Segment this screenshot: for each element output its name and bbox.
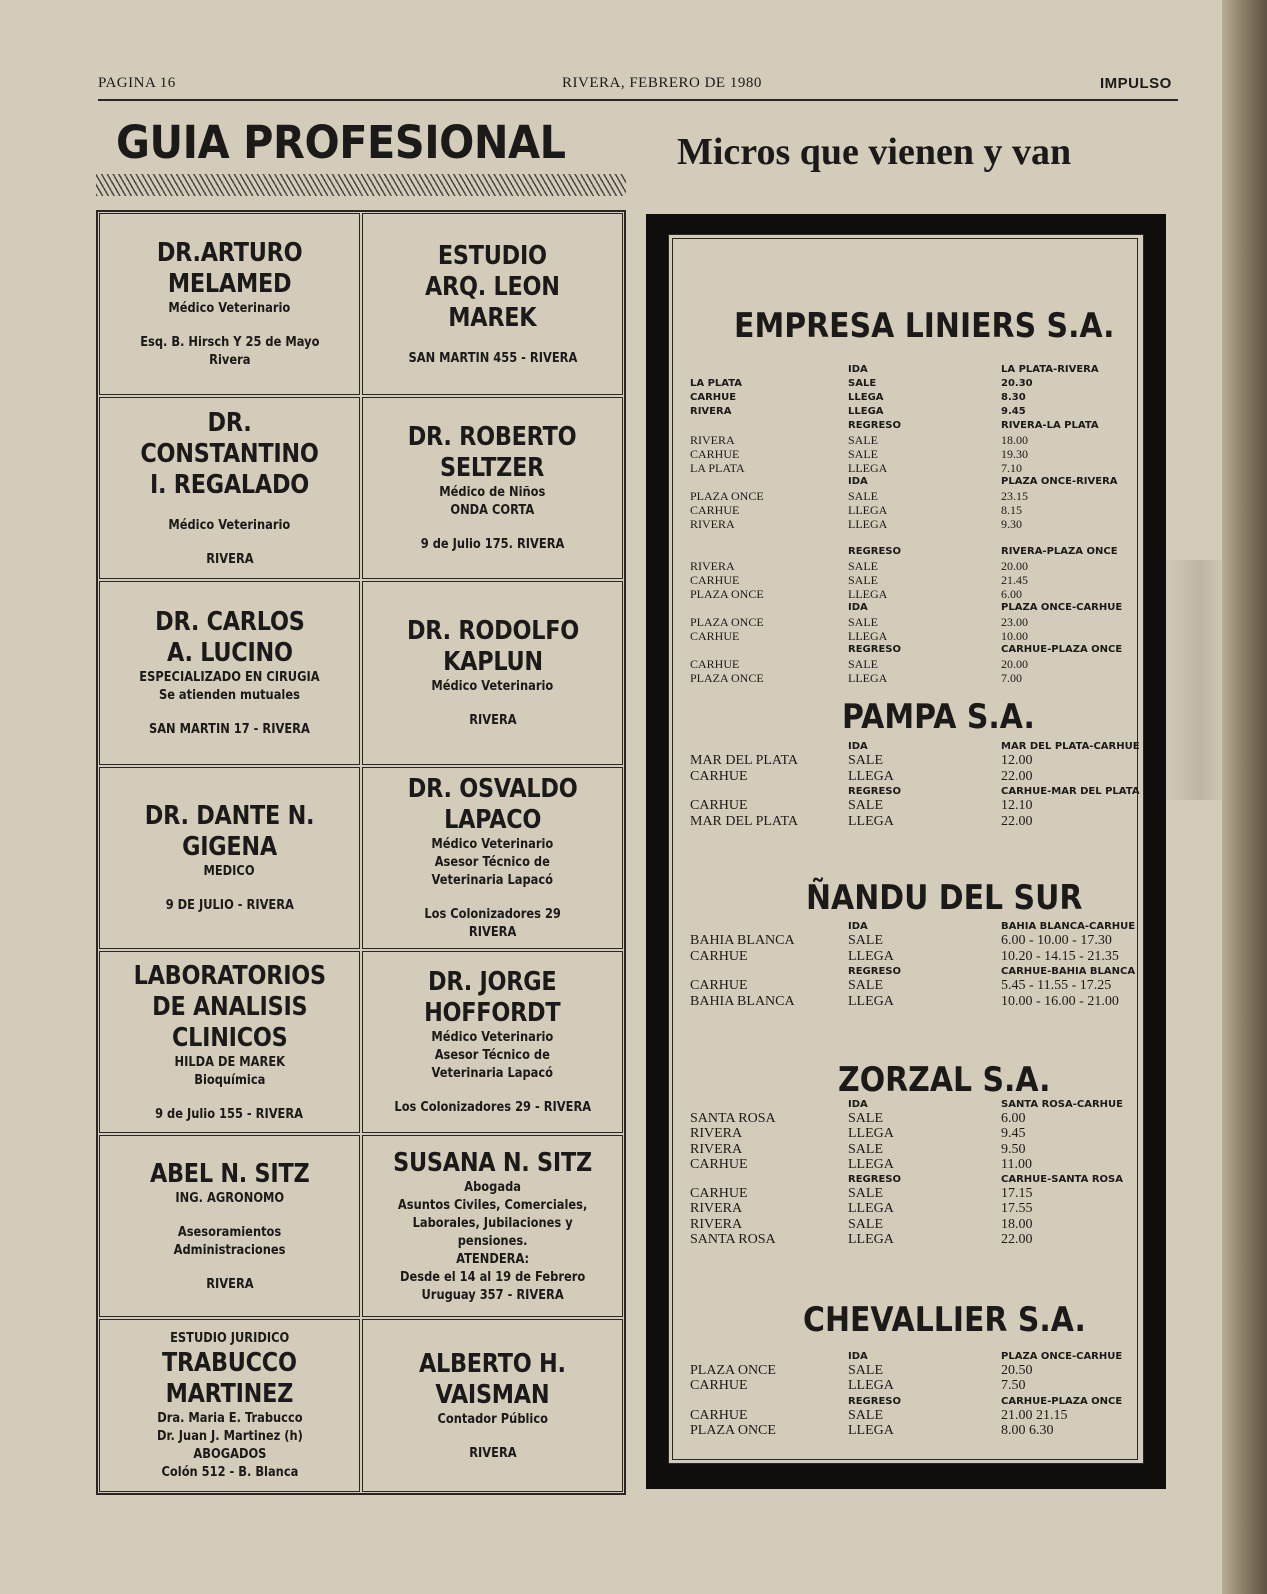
stop-name: CARHUE <box>690 657 740 671</box>
stop-time: LA PLATA-RIVERA <box>1001 364 1099 375</box>
card-detail: Médico de Niños ONDA CORTA <box>439 485 546 518</box>
schedule-table <box>690 363 1140 685</box>
card-detail: SAN MARTIN 17 - RIVERA <box>149 722 310 737</box>
card-name: ESTUDIO ARQ. LEON MAREK <box>425 240 560 333</box>
stop-action: LLEGA <box>848 813 894 829</box>
stop-time: CARHUE-PLAZA ONCE <box>1001 644 1123 655</box>
card-detail: Médico Veterinario <box>168 517 291 533</box>
stop-name: MAR DEL PLATA <box>690 753 799 768</box>
schedule-row <box>690 1364 1140 1379</box>
stop-time: 21.00 21.15 <box>1001 1407 1068 1423</box>
schedule-row <box>690 643 1140 657</box>
card-detail: Los Colonizadores 29 RIVERA <box>424 907 561 940</box>
stop-name: PLAZA ONCE <box>690 1422 776 1438</box>
stop-action: LLEGA <box>848 517 888 531</box>
stop-time: BAHIA BLANCA-CARHUE <box>1001 921 1136 932</box>
directory-card <box>362 1319 623 1492</box>
stop-name: CARHUE <box>690 503 740 517</box>
directory-card <box>362 213 623 395</box>
stop-name: CARHUE <box>690 798 748 813</box>
stop-time: CARHUE-SANTA ROSA <box>1001 1174 1123 1186</box>
stop-time: 22.00 <box>1001 1232 1033 1248</box>
card-detail: 9 de Julio 175. RIVERA <box>420 537 565 552</box>
card-name: DR. OSVALDO LAPACO <box>407 774 578 835</box>
card-detail: Abogada Asuntos Civiles, Comerciales, Laborales, Jubilaciones y pensiones. ATENDERA: Desde el 14 al 19 de Febrero Uruguay 357 - RIVERA <box>397 1179 588 1303</box>
stop-time: 8.15 <box>1001 503 1022 517</box>
stop-action: IDA <box>848 1099 868 1110</box>
stop-action: REGRESO <box>848 1174 901 1186</box>
card-detail: Asesoramientos Administraciones <box>173 1224 286 1258</box>
stop-action: IDA <box>848 364 868 375</box>
stop-time: RIVERA-LA PLATA <box>1001 420 1099 431</box>
schedule-row <box>690 489 1140 503</box>
stop-action: LLEGA <box>848 1422 894 1438</box>
card-detail: ESPECIALIZADO EN CIRUGIA Se atienden mutuales <box>139 670 320 703</box>
stop-name: RIVERA <box>690 433 735 447</box>
stop-action: LLEGA <box>848 1156 894 1172</box>
schedule-table <box>690 740 1140 830</box>
schedule-row <box>690 377 1140 391</box>
stop-time: 17.15 <box>1001 1186 1033 1202</box>
schedule-row <box>690 1127 1140 1142</box>
schedule-row <box>690 1098 1140 1112</box>
page-fold-shadow <box>1160 560 1230 800</box>
stop-time: 20.00 <box>1001 657 1028 671</box>
stop-action: SALE <box>848 1141 883 1157</box>
stop-name: PLAZA ONCE <box>690 489 764 503</box>
schedule-row <box>690 1143 1140 1158</box>
stop-time: 20.00 <box>1001 559 1028 573</box>
schedule-row <box>690 419 1140 433</box>
stop-name: RIVERA <box>690 1216 743 1232</box>
stop-action: LLEGA <box>848 671 888 685</box>
stop-time: CARHUE-BAHIA BLANCA <box>1001 966 1136 977</box>
stop-time: 18.00 <box>1001 433 1028 447</box>
stop-action: LLEGA <box>848 461 888 475</box>
card-detail: ING. AGRONOMO <box>175 1190 284 1206</box>
card-detail: Médico Veterinario Asesor Técnico de Veterinaria Lapacó <box>431 1030 554 1081</box>
stop-time: 20.30 <box>1001 378 1033 389</box>
schedule-row <box>690 1424 1140 1439</box>
directory-card <box>99 951 360 1133</box>
stop-time: 6.00 <box>1001 1111 1026 1126</box>
card-name: DR. RODOLFO KAPLUN <box>406 616 579 677</box>
stop-time: 9.45 <box>1001 1126 1026 1142</box>
schedule-row <box>690 475 1140 489</box>
directory-card <box>99 397 360 579</box>
schedule-row <box>690 573 1140 587</box>
stop-action: REGRESO <box>848 546 901 557</box>
stop-time: 22.00 <box>1001 813 1033 829</box>
directory-card <box>362 397 623 579</box>
schedule-row <box>690 503 1140 517</box>
stop-name: SANTA ROSA <box>690 1111 776 1126</box>
schedule-row <box>690 517 1140 531</box>
card-name: SUSANA N. SITZ <box>393 1147 592 1178</box>
schedule-row <box>690 601 1140 615</box>
card-detail: HILDA DE MAREK Bioquímica <box>174 1054 285 1088</box>
stop-action: SALE <box>848 798 883 813</box>
stop-action: REGRESO <box>848 786 901 797</box>
card-detail: 9 DE JULIO - RIVERA <box>165 898 294 913</box>
stop-name: RIVERA <box>690 406 732 417</box>
stop-action: SALE <box>848 615 878 629</box>
stop-action: SALE <box>848 1407 883 1423</box>
stop-action: SALE <box>848 1216 883 1232</box>
card-detail: RIVERA <box>205 1276 254 1292</box>
schedule-row <box>690 1158 1140 1173</box>
stop-action: SALE <box>848 573 878 587</box>
directory-card <box>362 767 623 949</box>
schedule-table <box>690 920 1140 1010</box>
page-edge <box>1222 0 1267 1594</box>
schedule-table <box>690 1350 1140 1439</box>
stop-time: 7.50 <box>1001 1378 1026 1394</box>
stop-action: SALE <box>848 1111 883 1126</box>
card-name: DR.ARTURO MELAMED <box>156 238 303 299</box>
bus-company-name: CHEVALLIER S.A. <box>803 1300 1086 1340</box>
bus-company-name: PAMPA S.A. <box>842 697 1035 737</box>
stop-name: CARHUE <box>690 768 748 784</box>
card-name: DR. DANTE N. GIGENA <box>144 801 315 862</box>
card-detail: Médico Veterinario <box>168 301 291 316</box>
card-detail: MEDICO <box>203 864 256 879</box>
schedule-row <box>690 950 1140 966</box>
card-detail: SAN MARTIN 455 - RIVERA <box>408 350 577 366</box>
stop-name: CARHUE <box>690 447 740 461</box>
stop-time: 19.30 <box>1001 447 1028 461</box>
stop-name: MAR DEL PLATA <box>690 813 799 829</box>
schedule-row <box>690 587 1140 601</box>
schedule-table <box>690 1098 1140 1248</box>
schedule-row <box>690 447 1140 461</box>
stop-time: RIVERA-PLAZA ONCE <box>1001 546 1118 557</box>
stop-name: PLAZA ONCE <box>690 587 764 601</box>
stop-name: RIVERA <box>690 1126 743 1142</box>
guia-profesional-title: GUIA PROFESIONAL <box>116 116 566 169</box>
schedule-row <box>690 671 1140 685</box>
schedule-row <box>690 979 1140 995</box>
stop-time: 10.00 <box>1001 629 1028 643</box>
schedule-row <box>690 405 1140 419</box>
directory-card <box>362 951 623 1133</box>
stop-action: LLEGA <box>848 948 894 964</box>
directory-card <box>99 1319 360 1492</box>
schedule-row <box>690 995 1140 1011</box>
stop-action: SALE <box>848 1186 883 1202</box>
stop-name: SANTA ROSA <box>690 1232 776 1248</box>
stop-name: RIVERA <box>690 559 735 573</box>
stop-action: LLEGA <box>848 503 888 517</box>
stop-name: CARHUE <box>690 1156 748 1172</box>
stop-time: 10.20 - 14.15 - 21.35 <box>1001 948 1119 964</box>
stop-action: LLEGA <box>848 1378 894 1394</box>
stop-action: IDA <box>848 602 868 613</box>
stop-action: IDA <box>848 921 868 932</box>
directory-card <box>99 1135 360 1317</box>
card-detail: RIVERA <box>205 551 254 567</box>
stop-time: 9.30 <box>1001 517 1022 531</box>
stop-action: SALE <box>848 753 883 768</box>
stop-time: 10.00 - 16.00 - 21.00 <box>1001 993 1119 1009</box>
schedule-row <box>690 1173 1140 1187</box>
page-number: PAGINA 16 <box>98 75 176 91</box>
stop-name: BAHIA BLANCA <box>690 933 795 948</box>
stop-time: 17.55 <box>1001 1201 1033 1217</box>
stop-action: REGRESO <box>848 420 901 431</box>
card-detail: Médico Veterinario Asesor Técnico de Veterinaria Lapacó <box>431 837 554 888</box>
bus-company-name: ÑANDU DEL SUR <box>806 878 1083 918</box>
schedule-row <box>690 799 1140 815</box>
schedule-row <box>690 363 1140 377</box>
schedule-row <box>690 1218 1140 1233</box>
stop-time: PLAZA ONCE-CARHUE <box>1001 1351 1123 1362</box>
bus-company-name: ZORZAL S.A. <box>838 1060 1051 1100</box>
stop-time: CARHUE-MAR DEL PLATA <box>1001 786 1140 797</box>
directory-card <box>362 1135 623 1317</box>
schedule-row <box>690 559 1140 573</box>
stop-action: SALE <box>848 1363 883 1378</box>
schedule-row <box>690 1409 1140 1424</box>
schedule-row <box>690 545 1140 559</box>
schedule-row <box>690 1379 1140 1394</box>
schedule-row <box>690 391 1140 405</box>
card-name: DR. JORGE HOFFORDT <box>424 967 561 1028</box>
stop-name: CARHUE <box>690 1407 748 1423</box>
stop-name: PLAZA ONCE <box>690 671 764 685</box>
stop-action: IDA <box>848 741 868 752</box>
stop-time: 8.00 6.30 <box>1001 1422 1054 1438</box>
stop-time: 9.45 <box>1001 406 1026 417</box>
schedule-row <box>690 920 1140 934</box>
dateline: RIVERA, FEBRERO DE 1980 <box>562 75 762 91</box>
stop-action: SALE <box>848 447 878 461</box>
stop-time: MAR DEL PLATA-CARHUE <box>1001 741 1140 752</box>
card-detail: Contador Público <box>437 1411 548 1427</box>
stop-time: 5.45 - 11.55 - 17.25 <box>1001 978 1112 993</box>
stop-name: CARHUE <box>690 392 737 403</box>
card-detail: 9 de Julio 155 - RIVERA <box>155 1106 304 1122</box>
schedule-row <box>690 1395 1140 1409</box>
stop-action: SALE <box>848 378 877 389</box>
stop-time: 7.00 <box>1001 671 1022 685</box>
card-name: LABORATORIOS DE ANALISIS CLINICOS <box>133 960 326 1053</box>
stop-name: LA PLATA <box>690 461 745 475</box>
stop-action: SALE <box>848 978 883 993</box>
card-name: TRABUCCO MARTINEZ <box>162 1347 297 1409</box>
stop-name: PLAZA ONCE <box>690 615 764 629</box>
stop-name: RIVERA <box>690 517 735 531</box>
stop-action: LLEGA <box>848 993 894 1009</box>
stop-action: LLEGA <box>848 587 888 601</box>
stop-time: 23.00 <box>1001 615 1028 629</box>
stop-time: SANTA ROSA-CARHUE <box>1001 1099 1123 1110</box>
card-detail: RIVERA <box>468 1445 517 1461</box>
stop-time: 9.50 <box>1001 1141 1026 1157</box>
directory-card <box>99 581 360 765</box>
stop-action: LLEGA <box>848 768 894 784</box>
stop-name: BAHIA BLANCA <box>690 993 795 1009</box>
schedule-row <box>690 1187 1140 1202</box>
stop-name: CARHUE <box>690 978 748 993</box>
stop-name: CARHUE <box>690 629 740 643</box>
stop-time: 20.50 <box>1001 1363 1033 1378</box>
stop-action: LLEGA <box>848 392 884 403</box>
schedule-row <box>690 629 1140 643</box>
schedule-row <box>690 1233 1140 1248</box>
stop-action: SALE <box>848 933 883 948</box>
directory-card <box>362 581 623 765</box>
stop-time: 21.45 <box>1001 573 1028 587</box>
stop-time: 18.00 <box>1001 1216 1033 1232</box>
schedule-row <box>690 615 1140 629</box>
stop-action: SALE <box>848 433 878 447</box>
directory-card <box>99 213 360 395</box>
schedule-row <box>690 815 1140 831</box>
hatch-divider <box>96 174 626 196</box>
stop-time: 7.10 <box>1001 461 1022 475</box>
card-name: DR. CARLOS A. LUCINO <box>154 607 305 668</box>
stop-time: 23.15 <box>1001 489 1028 503</box>
stop-action: REGRESO <box>848 1395 901 1407</box>
stop-action: LLEGA <box>848 1232 894 1248</box>
stop-name: LA PLATA <box>690 378 743 389</box>
schedule-row <box>690 965 1140 979</box>
stop-time: CARHUE-PLAZA ONCE <box>1001 1395 1123 1407</box>
stop-time: 6.00 - 10.00 - 17.30 <box>1001 933 1112 948</box>
schedule-row <box>690 740 1140 754</box>
stop-name: CARHUE <box>690 1186 748 1202</box>
stop-action: REGRESO <box>848 966 901 977</box>
micros-title: Micros que vienen y van <box>677 131 1072 173</box>
stop-time: PLAZA ONCE-RIVERA <box>1001 476 1118 487</box>
schedule-row <box>690 461 1140 475</box>
stop-time: 12.00 <box>1001 753 1033 768</box>
schedule-row <box>690 754 1140 770</box>
stop-action: REGRESO <box>848 644 901 655</box>
card-name: ALBERTO H. VAISMAN <box>419 1348 566 1410</box>
card-name: ABEL N. SITZ <box>149 1158 310 1189</box>
schedule-row <box>690 1202 1140 1217</box>
schedule-row <box>690 433 1140 447</box>
card-name: DR. CONSTANTINO I. REGALADO <box>140 407 319 500</box>
bus-company-name: EMPRESA LINIERS S.A. <box>734 306 1115 346</box>
schedule-row <box>690 770 1140 786</box>
card-detail: Los Colonizadores 29 - RIVERA <box>394 1100 591 1115</box>
stop-name: PLAZA ONCE <box>690 1363 776 1378</box>
stop-action: LLEGA <box>848 406 884 417</box>
stop-time: PLAZA ONCE-CARHUE <box>1001 602 1123 613</box>
stop-action: LLEGA <box>848 1201 894 1217</box>
header-rule <box>98 99 1178 101</box>
card-detail: Dra. Maria E. Trabucco Dr. Juan J. Martinez (h) ABOGADOS Colón 512 - B. Blanca <box>156 1410 303 1480</box>
stop-time: 12.10 <box>1001 798 1033 813</box>
stop-action: LLEGA <box>848 1126 894 1142</box>
schedule-row <box>690 531 1140 545</box>
stop-action: IDA <box>848 476 868 487</box>
stop-action: IDA <box>848 1351 868 1362</box>
newspaper-name: IMPULSO <box>1100 75 1172 92</box>
stop-name: RIVERA <box>690 1201 743 1217</box>
card-detail: RIVERA <box>468 713 517 728</box>
stop-name: CARHUE <box>690 573 740 587</box>
card-heading: ESTUDIO JURIDICO <box>169 1330 290 1346</box>
schedule-row <box>690 785 1140 799</box>
stop-time: 22.00 <box>1001 768 1033 784</box>
stop-time: 8.30 <box>1001 392 1026 403</box>
card-detail: Médico Veterinario <box>431 679 554 694</box>
stop-action: SALE <box>848 489 878 503</box>
stop-action: SALE <box>848 559 878 573</box>
directory-card <box>99 767 360 949</box>
stop-time: 11.00 <box>1001 1156 1032 1172</box>
stop-name: CARHUE <box>690 1378 748 1394</box>
stop-time: 6.00 <box>1001 587 1022 601</box>
card-name: DR. ROBERTO SELTZER <box>408 422 577 483</box>
schedule-row <box>690 934 1140 950</box>
stop-action: SALE <box>848 657 878 671</box>
schedule-row <box>690 1350 1140 1364</box>
stop-name: RIVERA <box>690 1141 743 1157</box>
schedule-row <box>690 657 1140 671</box>
schedule-row <box>690 1112 1140 1127</box>
stop-action: LLEGA <box>848 629 888 643</box>
professional-directory <box>96 210 626 1495</box>
stop-name: CARHUE <box>690 948 748 964</box>
card-detail: Esq. B. Hirsch Y 25 de Mayo Rivera <box>139 335 320 368</box>
